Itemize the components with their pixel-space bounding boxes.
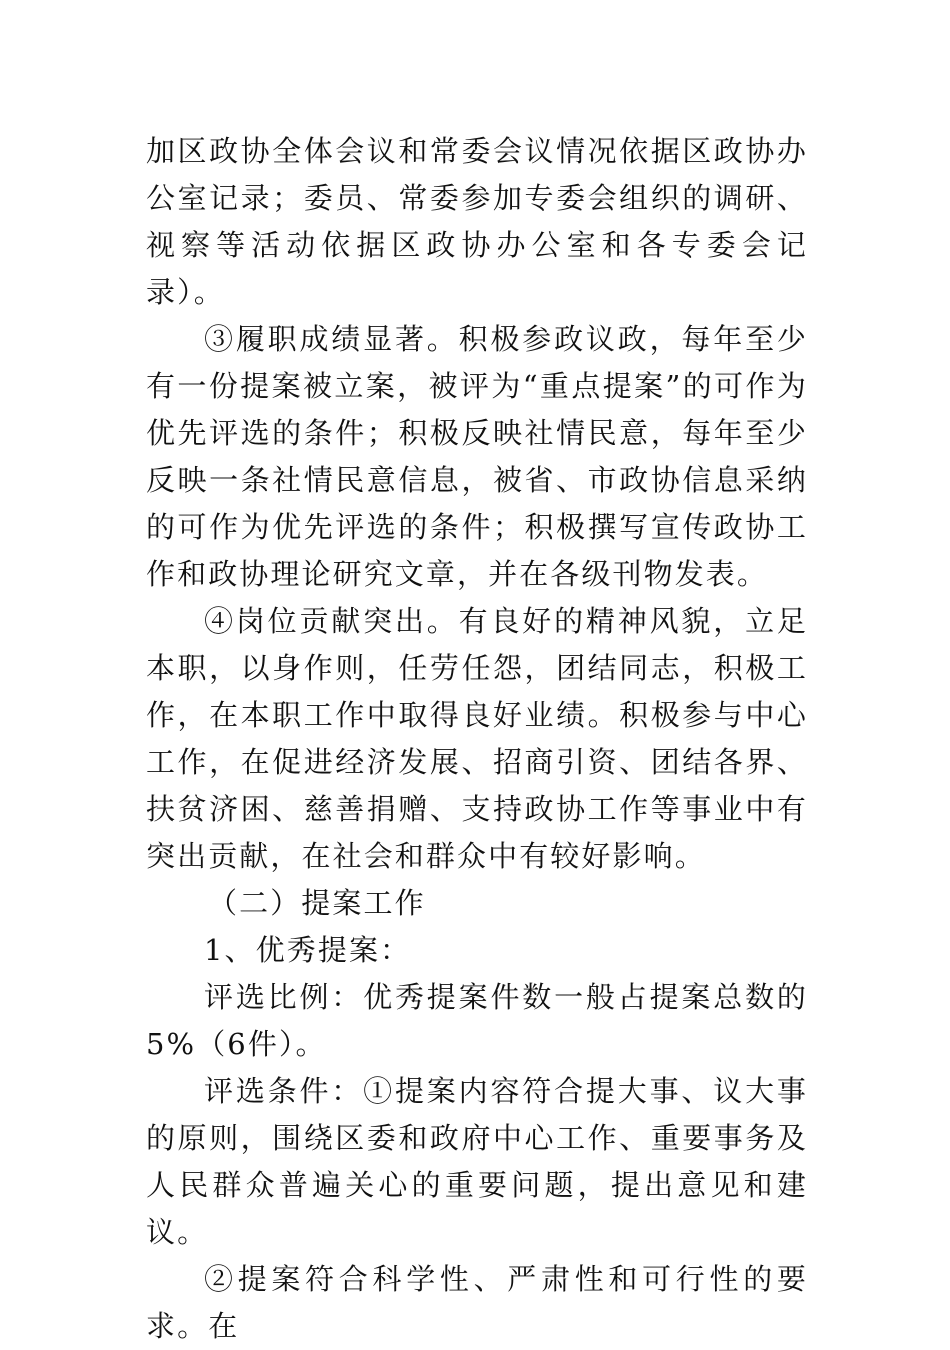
paragraph-continuation: 加区政协全体会议和常委会议情况依据区政协办公室记录；委员、常委参加专委会组织的调研、视察等活动依据区政协办公室和各专委会记录）。 <box>146 134 808 309</box>
paragraph-performance: ③履职成绩显著。积极参政议政，每年至少有一份提案被立案，被评为“重点提案”的可作为优先评选的条件；积极反映社情民意，每年至少反映一条社情民意信息，被省、市政协信息采纳的可作为优先评选的条件；积极撰写宣传政协工作和政协理论研究文章，并在各级刊物发表。 <box>146 322 808 591</box>
document-body <box>146 128 808 1350</box>
paragraph-selection-criteria: 评选条件：①提案内容符合提大事、议大事的原则，围绕区委和政府中心工作、重要事务及人民群众普遍关心的重要问题，提出意见和建议。 <box>146 1074 808 1249</box>
section-heading-proposals: （二）提案工作 <box>208 886 426 920</box>
paragraph-criteria-two: ②提案符合科学性、严肃性和可行性的要求。在 <box>146 1262 808 1343</box>
subheading-excellent-proposals: 1、优秀提案： <box>204 933 412 967</box>
paragraph-contribution: ④岗位贡献突出。有良好的精神风貌，立足本职，以身作则，任劳任怨，团结同志，积极工作，在本职工作中取得良好业绩。积极参与中心工作，在促进经济发展、招商引资、团结各界、扶贫济困、慈善捐赠、支持政协工作等事业中有突出贡献，在社会和群众中有较好影响。 <box>146 604 808 873</box>
paragraph-selection-ratio: 评选比例：优秀提案件数一般占提案总数的 5%（6件）。 <box>146 980 808 1061</box>
